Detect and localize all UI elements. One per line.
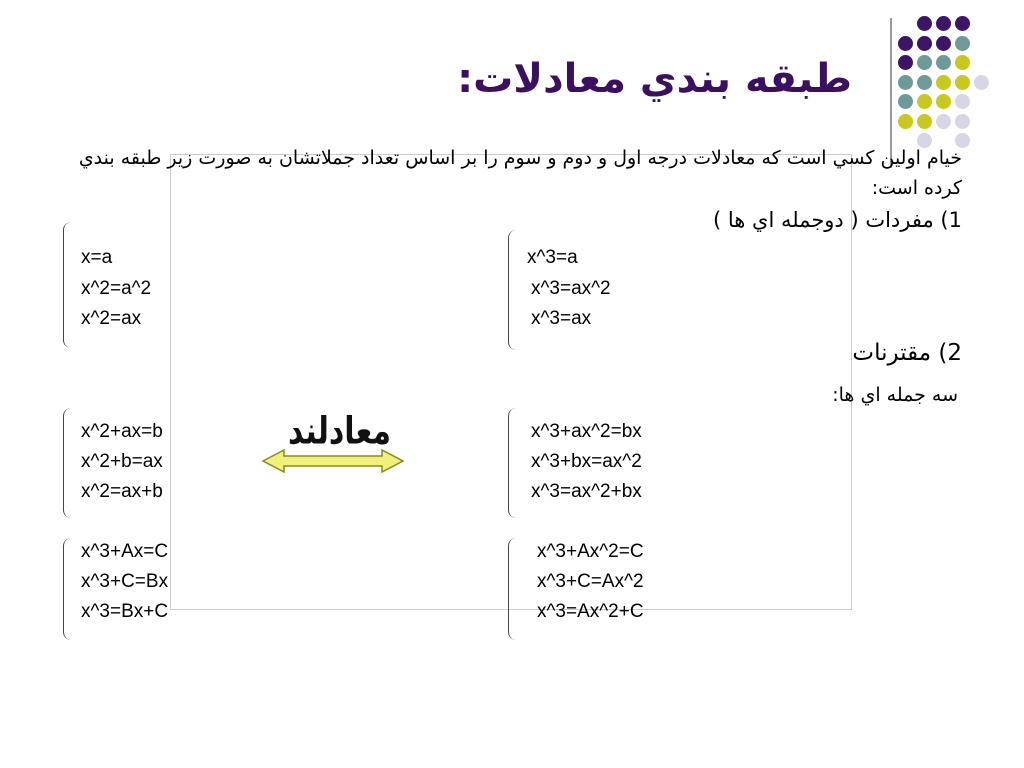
double-arrow-icon xyxy=(262,448,404,474)
equation: x^3+C=Ax^2 xyxy=(537,571,644,592)
decorative-dot xyxy=(898,36,913,51)
equation: x^3=a xyxy=(527,247,578,268)
brace-mono-left xyxy=(63,222,74,348)
section-2-subheading: سه جمله اي ها: xyxy=(832,384,958,406)
equation: x^2+ax=b xyxy=(81,421,163,442)
equation: x^2=a^2 xyxy=(81,278,152,299)
decorative-dot xyxy=(936,55,951,70)
section-1-heading: 1) مفردات ( دوجمله اي ها ) xyxy=(713,208,962,232)
equivalent-label: معادلند xyxy=(288,409,392,454)
equation: x^3+C=Bx xyxy=(81,571,169,592)
equation: x^2=ax xyxy=(81,308,142,329)
brace-tri-left xyxy=(63,408,74,518)
decorative-dot xyxy=(936,75,951,90)
decorative-dot xyxy=(917,114,932,129)
decorative-dot xyxy=(936,94,951,109)
equation: x^3+Ax=C xyxy=(81,541,169,562)
slide-title: طبقه بندي معادلات: xyxy=(457,56,852,102)
decorative-dot xyxy=(955,36,970,51)
decorative-dot xyxy=(955,114,970,129)
decorative-dot xyxy=(898,55,913,70)
brace-tri-right xyxy=(508,408,519,518)
equation: x^2=ax+b xyxy=(81,481,163,502)
intro-paragraph: خيام اولين کسي است که معادلات درجه اول و دوم و سوم را بر اساس تعداد جملاتشان به صورت زير طبقه بندي کرده است: xyxy=(78,147,962,199)
equation: x^3=ax^2 xyxy=(531,278,611,299)
decorative-dot xyxy=(955,94,970,109)
equation: x^2+b=ax xyxy=(81,451,163,472)
equation: x^3=ax xyxy=(531,308,592,329)
decorative-dot xyxy=(917,55,932,70)
equation: x^3=Ax^2+C xyxy=(537,601,644,622)
decorative-dot xyxy=(936,114,951,129)
brace-cubic-left xyxy=(63,538,74,640)
decorative-dot xyxy=(917,94,932,109)
section-2-heading: 2) مقترنات xyxy=(852,340,962,366)
decorative-dot xyxy=(955,55,970,70)
equation: x^3+bx=ax^2 xyxy=(531,451,642,472)
equation: x^3+Ax^2=C xyxy=(537,541,644,562)
decorative-dot xyxy=(936,16,951,31)
equation: x=a xyxy=(81,247,113,268)
equation: x^3+ax^2=bx xyxy=(531,421,642,442)
brace-mono-right xyxy=(508,230,519,350)
brace-cubic-right xyxy=(508,538,519,640)
decorative-dot xyxy=(974,75,989,90)
decorative-dot xyxy=(955,75,970,90)
decorative-dot xyxy=(917,16,932,31)
decorative-dot xyxy=(898,94,913,109)
decorative-dot xyxy=(955,16,970,31)
decorative-dot xyxy=(917,75,932,90)
decorative-dot xyxy=(898,75,913,90)
equation: x^3=Bx+C xyxy=(81,601,169,622)
decorative-dot xyxy=(917,36,932,51)
equation: x^3=ax^2+bx xyxy=(531,481,642,502)
decorative-dot xyxy=(936,36,951,51)
decorative-dot xyxy=(898,114,913,129)
